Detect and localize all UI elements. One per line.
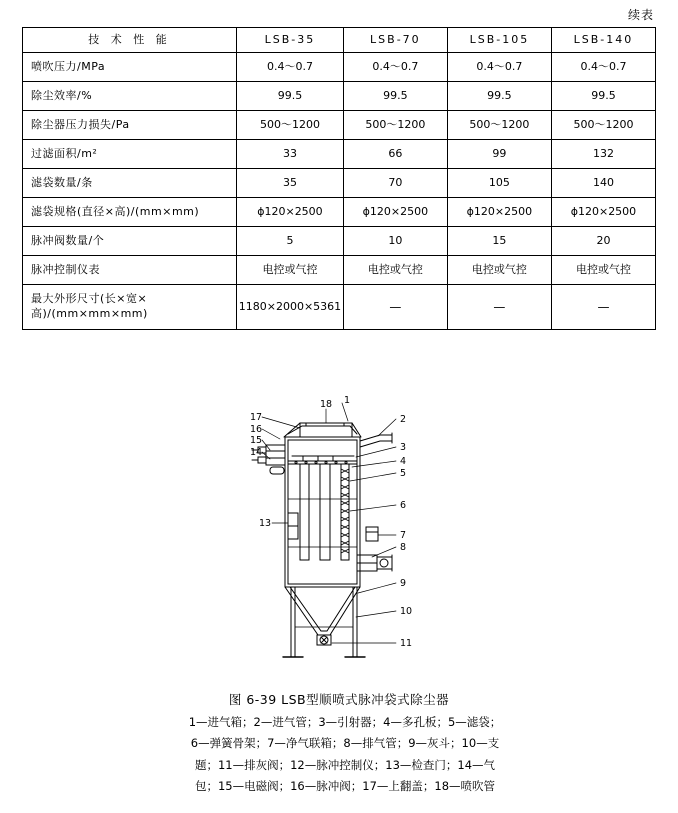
legend-line: 题；11—排灰阀；12—脉冲控制仪；13—检查门；14—气	[194, 757, 496, 772]
row-label: 最大外形尺寸(长×宽×高)/(mm×mm×mm)	[23, 285, 237, 330]
row-value: ϕ120×2500	[447, 198, 551, 227]
callout-1: 1	[344, 395, 351, 406]
callout-10: 10	[400, 606, 413, 617]
row-value: 35	[237, 169, 344, 198]
callout-2: 2	[400, 414, 407, 425]
row-label: 除尘效率/%	[23, 82, 237, 111]
row-value: —	[343, 285, 447, 330]
row-value: ϕ120×2500	[237, 198, 344, 227]
callout-3: 3	[400, 442, 407, 453]
row-value: 500～1200	[551, 111, 655, 140]
legend-line: 1—进气箱；2—进气管；3—引射器；4—多孔板；5—滤袋；	[188, 715, 502, 729]
row-value: 140	[551, 169, 655, 198]
row-value: 20	[551, 227, 655, 256]
table-header-cell-lsb140: LSB-140	[551, 28, 655, 53]
row-value: 500～1200	[343, 111, 447, 140]
table-header-row	[23, 28, 656, 53]
callout-5: 5	[400, 468, 407, 479]
row-value: 105	[447, 169, 551, 198]
callout-17: 17	[250, 412, 263, 423]
row-value: 1180×2000×5361	[237, 285, 344, 330]
row-value: 500～1200	[237, 111, 344, 140]
figure-legend	[95, 712, 595, 797]
row-value: 132	[551, 140, 655, 169]
table-row	[23, 140, 656, 169]
row-value: 10	[343, 227, 447, 256]
row-value: 15	[447, 227, 551, 256]
table-row	[23, 111, 656, 140]
table-header-cell-lsb70: LSB-70	[343, 28, 447, 53]
table-row	[23, 227, 656, 256]
callout-11: 11	[400, 638, 413, 649]
row-value: 99.5	[343, 82, 447, 111]
row-value: —	[447, 285, 551, 330]
row-label: 除尘器压力损失/Pa	[23, 111, 237, 140]
figure-caption: 图 6-39 LSB型顺喷式脉冲袋式除尘器	[228, 692, 450, 707]
row-value: 99.5	[237, 82, 344, 111]
row-value: 电控或气控	[447, 256, 551, 285]
table-row	[23, 82, 656, 111]
callout-8: 8	[400, 542, 407, 553]
table-row	[23, 53, 656, 82]
row-value: 电控或气控	[343, 256, 447, 285]
row-value: ϕ120×2500	[551, 198, 655, 227]
row-value: 电控或气控	[237, 256, 344, 285]
row-value: 0.4～0.7	[343, 53, 447, 82]
callout-14: 14	[250, 447, 263, 458]
row-value: 5	[237, 227, 344, 256]
callout-15: 15	[250, 435, 263, 446]
baghouse-schematic-svg	[0, 395, 678, 685]
table-header-cell-lsb35: LSB-35	[237, 28, 344, 53]
row-value: 电控或气控	[551, 256, 655, 285]
table-header-cell-property: 技 术 性 能	[23, 28, 237, 53]
row-label: 脉冲控制仪表	[23, 256, 237, 285]
callout-13: 13	[259, 518, 272, 529]
table-row	[23, 285, 656, 330]
row-value: 99.5	[447, 82, 551, 111]
legend-line: 6—弹簧骨架；7—净气联箱；8—排气管；9—灰斗；10—支	[190, 736, 500, 751]
row-value: 0.4～0.7	[447, 53, 551, 82]
table-row	[23, 198, 656, 227]
row-value: 99	[447, 140, 551, 169]
row-value: 70	[343, 169, 447, 198]
legend-line: 包；15—电磁阀；16—脉冲阀；17—上翻盖；18—喷吹管	[194, 778, 496, 793]
row-value: 33	[237, 140, 344, 169]
row-value: 500～1200	[447, 111, 551, 140]
row-value: 0.4～0.7	[551, 53, 655, 82]
row-label: 滤袋数量/条	[23, 169, 237, 198]
row-label: 过滤面积/m²	[23, 140, 237, 169]
figure-baghouse-diagram	[0, 395, 678, 685]
row-label: 喷吹压力/MPa	[23, 53, 237, 82]
callout-7: 7	[400, 530, 407, 541]
row-value: —	[551, 285, 655, 330]
row-value: ϕ120×2500	[343, 198, 447, 227]
table-row	[23, 256, 656, 285]
specification-table	[22, 27, 656, 330]
callout-9: 9	[400, 578, 407, 589]
row-value: 99.5	[551, 82, 655, 111]
table-header-cell-lsb105: LSB-105	[447, 28, 551, 53]
row-label: 脉冲阀数量/个	[23, 227, 237, 256]
continued-table-label: 续表	[627, 8, 654, 22]
row-value: 0.4～0.7	[237, 53, 344, 82]
row-label: 滤袋规格(直径×高)/(mm×mm)	[23, 198, 237, 227]
callout-4: 4	[400, 456, 407, 467]
table-row	[23, 169, 656, 198]
callout-18: 18	[320, 399, 333, 410]
callout-16: 16	[250, 424, 263, 435]
row-value: 66	[343, 140, 447, 169]
callout-6: 6	[400, 500, 407, 511]
